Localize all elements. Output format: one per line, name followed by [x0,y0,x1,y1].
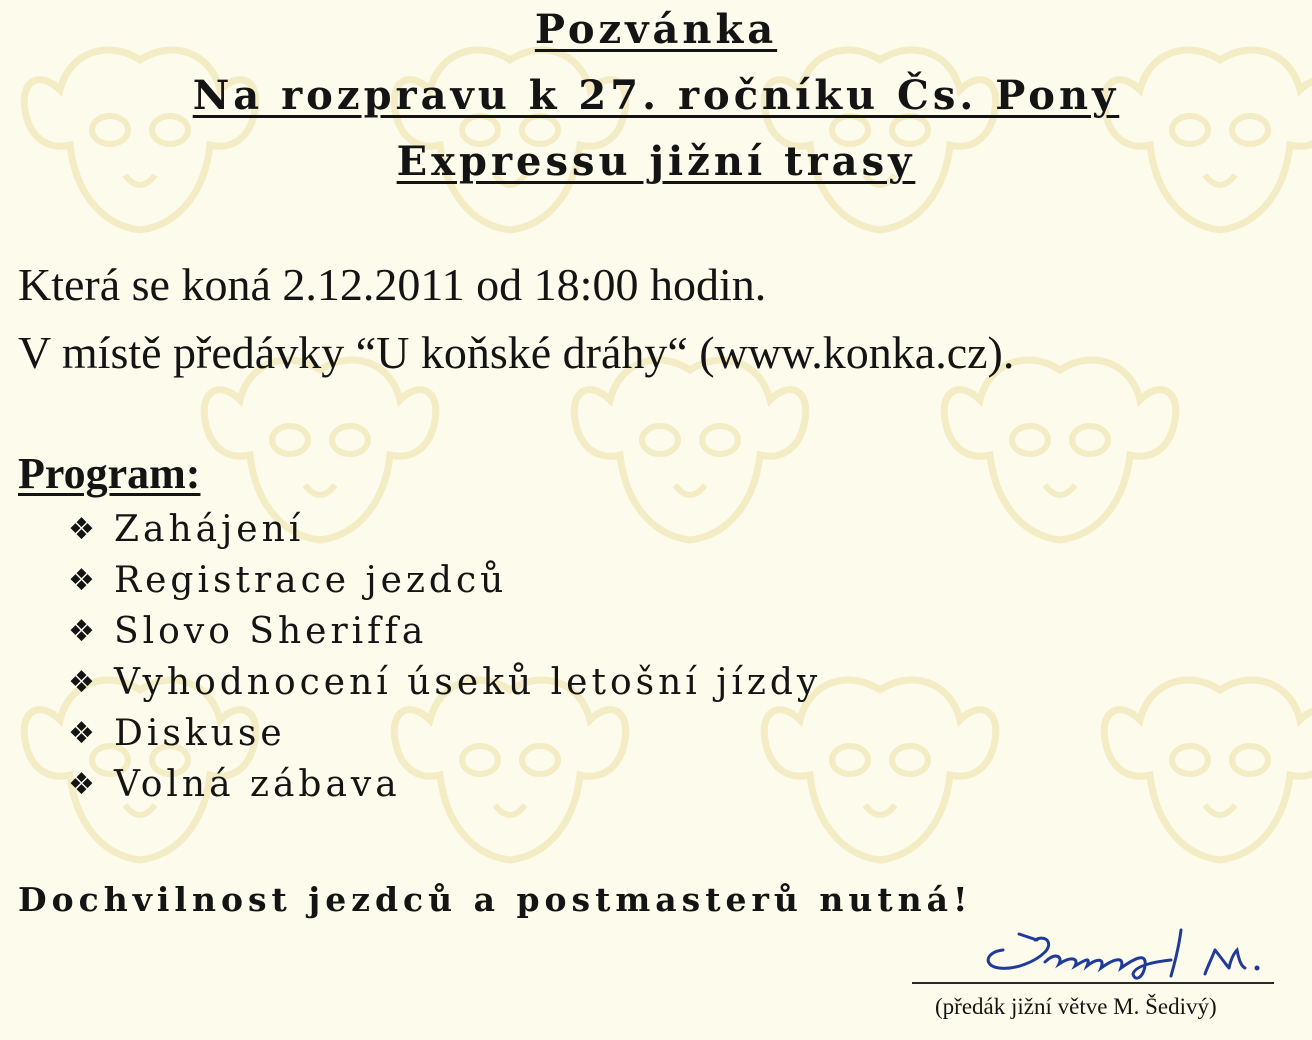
program-item [68,708,821,759]
program-item-label: Zahájení [114,509,305,550]
event-place-line: V místě předávky “U koňské dráhy“ (www.konka.cz). [18,327,1015,378]
punctuality-note: Dochvilnost jezdců a postmasterů nutná! [18,880,973,919]
diamond-bullet-icon: ❖ [68,512,95,547]
program-item [68,555,821,606]
diamond-bullet-icon: ❖ [68,716,95,751]
handwritten-signature [975,922,1275,986]
program-item-label: Registrace jezdců [114,560,508,601]
program-list [68,504,821,810]
title-line-3: Expressu jižní trasy [396,138,916,185]
program-item-label: Slovo Sheriffa [114,611,428,652]
program-item-label: Diskuse [114,713,286,754]
program-item-label: Vyhodnocení úseků letošní jízdy [114,662,822,703]
title-line-2: Na rozpravu k 27. ročníku Čs. Pony [192,72,1120,119]
diamond-bullet-icon: ❖ [68,563,95,598]
program-item [68,759,821,810]
title-line-1: Pozvánka [534,6,778,53]
program-item [68,504,821,555]
diamond-bullet-icon: ❖ [68,614,95,649]
signature-caption: (předák jižní větve M. Šedivý) [935,994,1217,1019]
diamond-bullet-icon: ❖ [68,665,95,700]
program-item [68,606,821,657]
signature-line [912,982,1274,984]
event-date-line: Která se koná 2.12.2011 od 18:00 hodin. [18,259,767,310]
program-item [68,657,821,708]
diamond-bullet-icon: ❖ [68,767,95,802]
program-item-label: Volná zábava [114,764,401,805]
program-heading: Program: [18,449,201,498]
